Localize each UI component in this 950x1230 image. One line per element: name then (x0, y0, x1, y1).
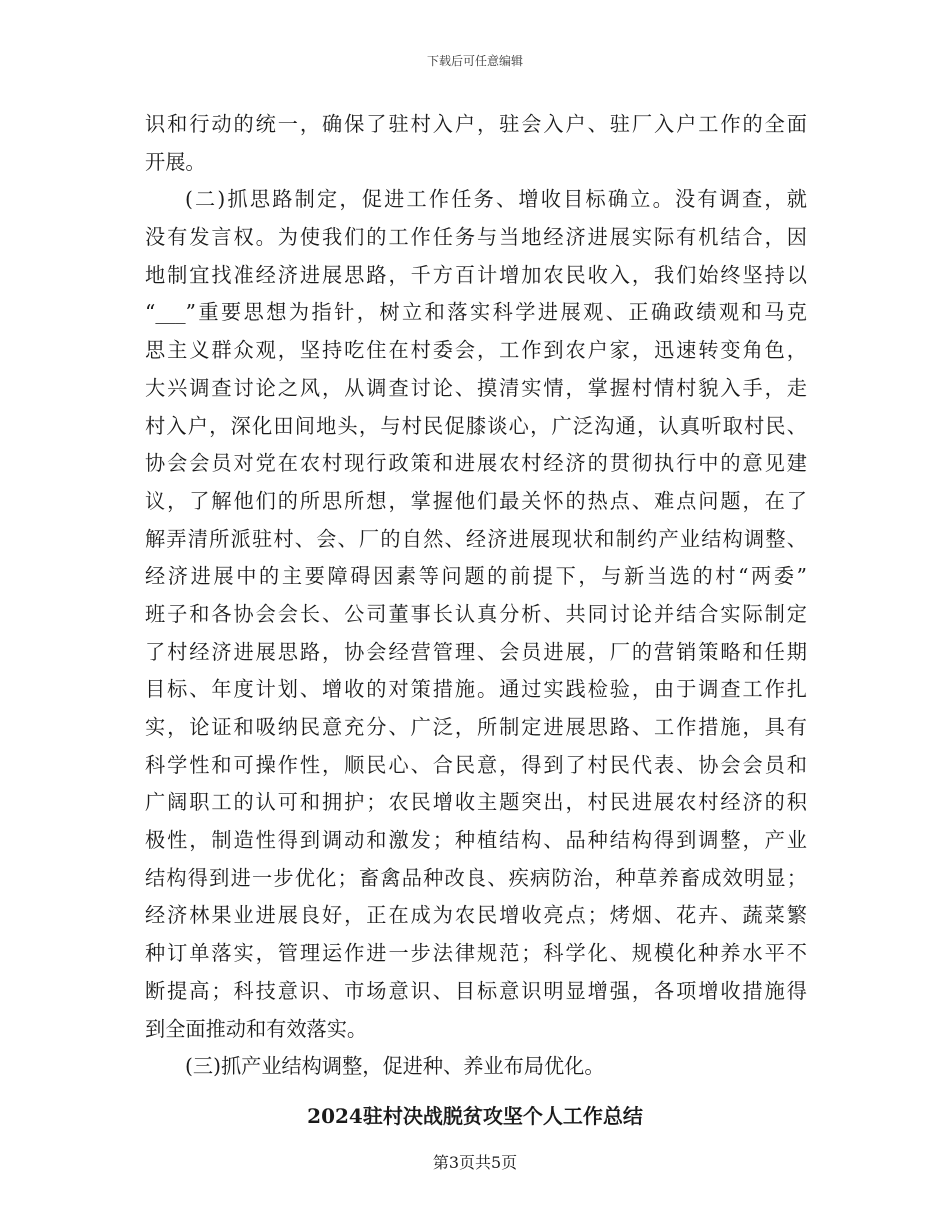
page-number: 第3页共5页 (432, 1153, 518, 1172)
text-line: 开展。 (145, 149, 206, 174)
page-header: 下载后可任意编辑 (426, 54, 523, 68)
body-text (145, 106, 807, 1086)
text-line: 断提高；科技意识、市场意识、目标意识明显增强，各项增收措施得 (145, 978, 807, 1003)
text-line: 村入户，深化田间地头，与村民促膝谈心，广泛沟通，认真听取村民、 (145, 413, 807, 438)
text-line: “___”重要思想为指针，树立和落实科学进展观、正确政绩观和马克 (145, 300, 807, 325)
text-line: 广阔职工的认可和拥护；农民增收主题突出，村民进展农村经济的积 (145, 790, 807, 815)
text-line: 议，了解他们的所思所想，掌握他们最关怀的热点、难点问题，在了 (145, 488, 807, 513)
text-line: (二)抓思路制定，促进工作任务、增收目标确立。没有调查，就 (185, 187, 807, 212)
text-line: 到全面推动和有效落实。 (145, 1016, 368, 1041)
text-line: 思主义群众观，坚持吃住在村委会，工作到农户家，迅速转变角色， (145, 338, 807, 363)
text-line: 极性，制造性得到调动和激发；种植结构、品种结构得到调整，产业 (145, 828, 807, 853)
document-title: 2024驻村决战脱贫攻坚个人工作总结 (307, 1104, 643, 1128)
text-line: 目标、年度计划、增收的对策措施。通过实践检验，由于调查工作扎 (145, 677, 807, 702)
text-line: (三)抓产业结构调整，促进种、养业布局优化。 (185, 1054, 605, 1079)
text-line: 实，论证和吸纳民意充分、广泛，所制定进展思路、工作措施，具有 (145, 715, 807, 739)
text-line: 协会会员对党在农村现行政策和进展农村经济的贯彻执行中的意见建 (145, 451, 807, 476)
text-line: 结构得到进一步优化；畜禽品种改良、疾病防治，种草养畜成效明显； (145, 865, 807, 890)
text-line: 班子和各协会会长、公司董事长认真分析、共同讨论并结合实际制定 (145, 601, 807, 626)
text-line: 识和行动的统一，确保了驻村入户，驻会入户、驻厂入户工作的全面 (145, 112, 807, 136)
text-line: 没有发言权。为使我们的工作任务与当地经济进展实际有机结合，因 (145, 225, 807, 250)
text-line: 经济进展中的主要障碍因素等问题的前提下，与新当选的村“两委” (145, 564, 807, 589)
text-line: 了村经济进展思路，协会经营管理、会员进展，厂的营销策略和任期 (145, 639, 807, 664)
text-line: 解弄清所派驻村、会、厂的自然、经济进展现状和制约产业结构调整、 (145, 526, 807, 551)
text-line: 大兴调查讨论之风，从调查讨论、摸清实情，掌握村情村貌入手，走 (145, 375, 807, 400)
text-line: 科学性和可操作性，顺民心、合民意，得到了村民代表、协会会员和 (145, 752, 807, 777)
text-line: 地制宜找准经济进展思路，千方百计增加农民收入，我们始终坚持以 (145, 262, 807, 287)
text-line: 种订单落实，管理运作进一步法律规范；科学化、规模化种养水平不 (145, 941, 807, 966)
text-line: 经济林果业进展良好，正在成为农民增收亮点；烤烟、花卉、蔬菜繁 (145, 903, 807, 928)
